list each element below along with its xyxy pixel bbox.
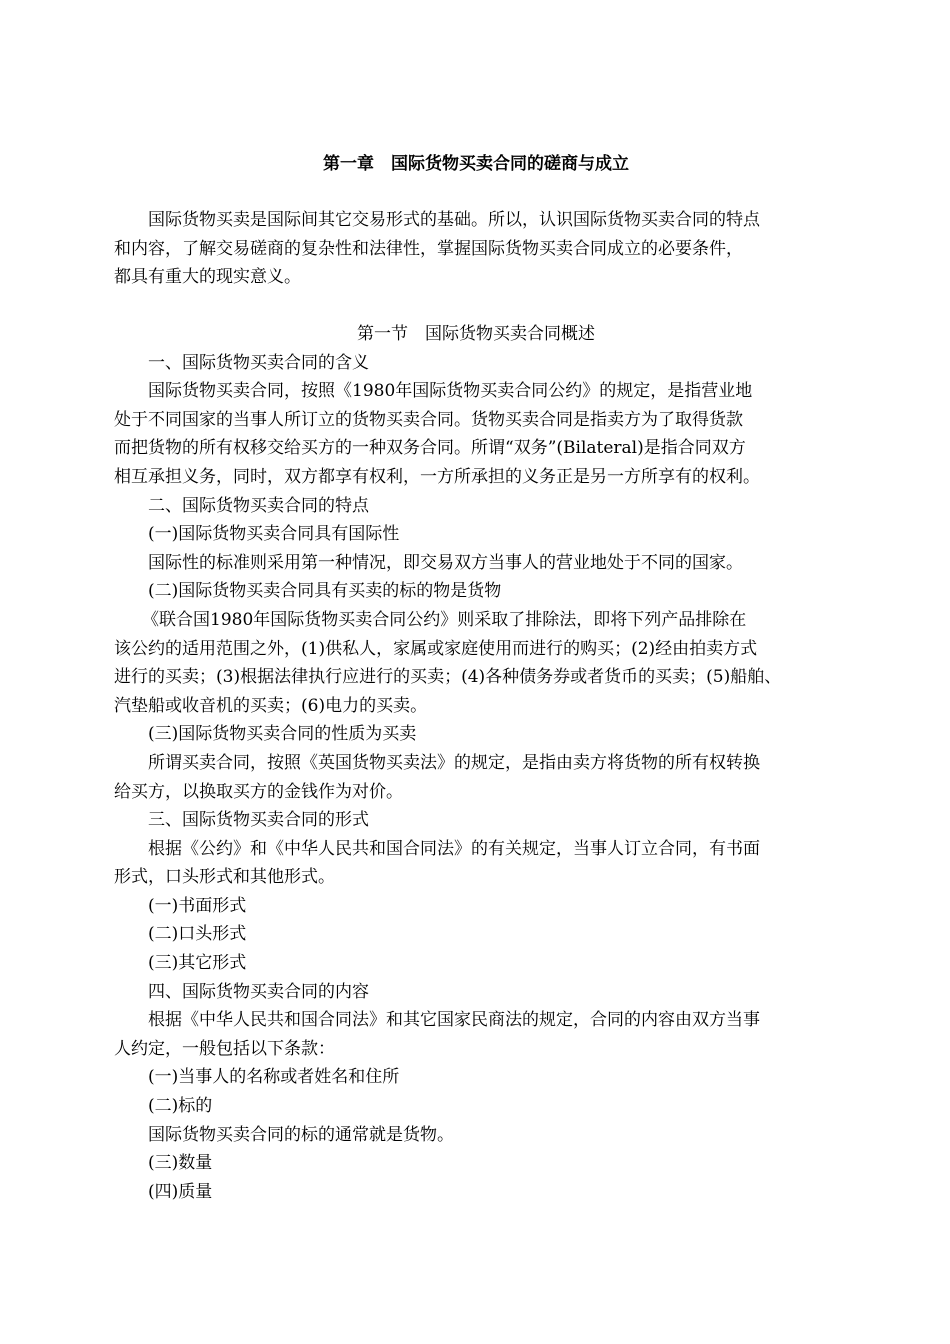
subheading: (二)口头形式 xyxy=(148,924,247,945)
intro-paragraph xyxy=(114,206,838,292)
paragraph-line: 进行的买卖；(3)根据法律执行应进行的买卖；(4)各种债务券或者货币的买卖；(5)船舶、 xyxy=(114,667,782,688)
paragraph-line: 国际货物买卖合同的标的通常就是货物。 xyxy=(148,1124,454,1145)
chapter-title: 第一章 国际货物买卖合同的磋商与成立 xyxy=(323,154,629,174)
intro-line: 都具有重大的现实意义。 xyxy=(114,267,301,288)
subheading: (三)其它形式 xyxy=(148,953,247,974)
section-title: 第一节 国际货物买卖合同概述 xyxy=(357,324,595,344)
paragraph-line: 《联合国1980年国际货物买卖合同公约》则采取了排除法，即将下列产品排除在 xyxy=(142,609,747,630)
subheading: (一)国际货物买卖合同具有国际性 xyxy=(148,524,400,545)
subheading: 三、国际货物买卖合同的形式 xyxy=(148,810,369,831)
paragraph-line: 汽垫船或收音机的买卖；(6)电力的买卖。 xyxy=(114,695,428,716)
paragraph-line: 相互承担义务，同时，双方都享有权利，一方所承担的义务正是另一方所享有的权利。 xyxy=(114,466,760,487)
subheading: (三)国际货物买卖合同的性质为买卖 xyxy=(148,724,417,745)
subheading: (一)书面形式 xyxy=(148,895,247,916)
paragraph-line: 国际性的标准则采用第一种情况，即交易双方当事人的营业地处于不同的国家。 xyxy=(148,552,743,573)
paragraph-line: 形式，口头形式和其他形式。 xyxy=(114,867,335,888)
subheading: (二)国际货物买卖合同具有买卖的标的物是货物 xyxy=(148,581,502,602)
subheading: 四、国际货物买卖合同的内容 xyxy=(148,981,369,1002)
intro-line: 国际货物买卖是国际间其它交易形式的基础。所以，认识国际货物买卖合同的特点 xyxy=(148,210,760,230)
subheading: (一)当事人的名称或者姓名和住所 xyxy=(148,1067,400,1088)
paragraph-line: 而把货物的所有权移交给买方的一种双务合同。所谓“双务”(Bilateral)是指合同双方 xyxy=(114,438,746,459)
subheading: (三)数量 xyxy=(148,1153,213,1174)
intro-line: 和内容，了解交易磋商的复杂性和法律性，掌握国际货物买卖合同成立的必要条件， xyxy=(114,238,743,259)
paragraph-line: 给买方，以换取买方的金钱作为对价。 xyxy=(114,781,403,802)
paragraph-line: 处于不同国家的当事人所订立的货物买卖合同。货物买卖合同是指卖方为了取得货款 xyxy=(114,409,743,430)
subheading: 二、国际货物买卖合同的特点 xyxy=(148,495,369,516)
subheading: 一、国际货物买卖合同的含义 xyxy=(148,352,369,373)
paragraph-line: 根据《中华人民共和国合同法》和其它国家民商法的规定，合同的内容由双方当事 xyxy=(148,1010,760,1031)
paragraph-line: 人约定，一般包括以下条款： xyxy=(114,1038,335,1059)
paragraph-line: 该公约的适用范围之外，(1)供私人，家属或家庭使用而进行的购买；(2)经由拍卖方式 xyxy=(114,638,758,659)
section-body xyxy=(114,320,838,1206)
subheading: (二)标的 xyxy=(148,1096,213,1117)
subheading: (四)质量 xyxy=(148,1181,213,1202)
paragraph-line: 所谓买卖合同，按照《英国货物买卖法》的规定，是指由卖方将货物的所有权转换 xyxy=(148,752,760,773)
paragraph-line: 根据《公约》和《中华人民共和国合同法》的有关规定，当事人订立合同，有书面 xyxy=(148,838,760,859)
paragraph-line: 国际货物买卖合同，按照《1980年国际货物买卖合同公约》的规定，是指营业地 xyxy=(148,381,753,402)
